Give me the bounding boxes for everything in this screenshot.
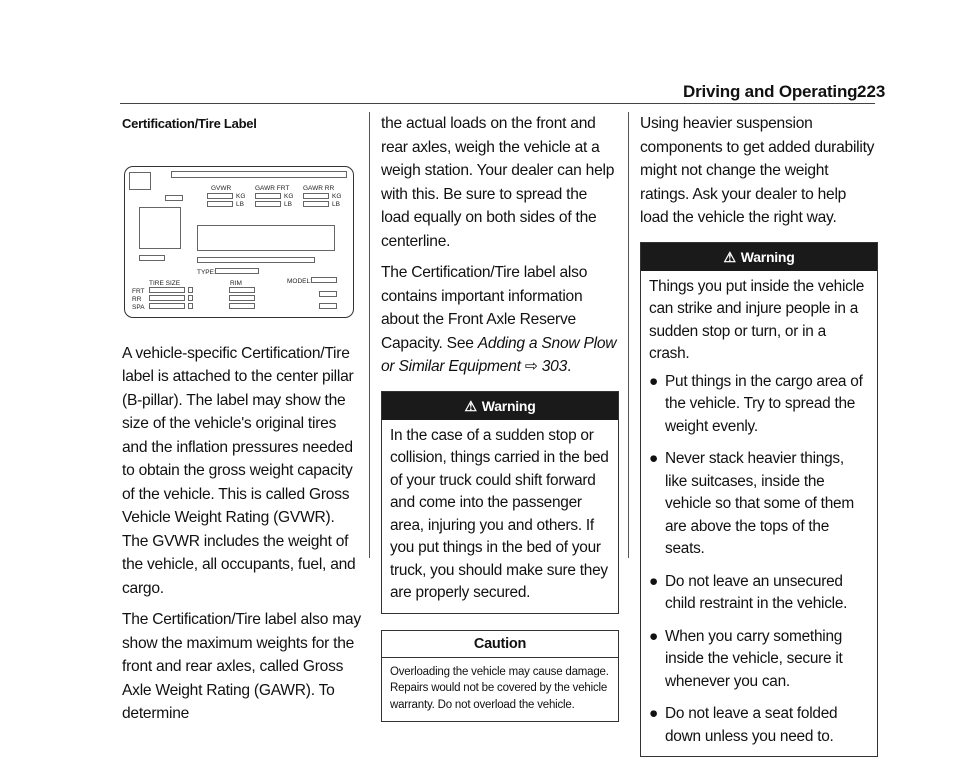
caution-box bbox=[381, 630, 619, 723]
column-divider-2 bbox=[628, 112, 629, 558]
label-wide-field bbox=[197, 257, 315, 263]
paragraph-text: The Certification/Tire label also contains important information about the Front Axle Reserve Capacity. See bbox=[381, 264, 587, 352]
column-divider-1 bbox=[369, 112, 370, 558]
label-model: MODEL: bbox=[287, 278, 312, 285]
label-kg: KG bbox=[332, 193, 341, 200]
label-corner-box bbox=[129, 172, 151, 190]
label-lb: LB bbox=[332, 201, 340, 208]
list-item-text: Put things in the cargo area of the vehicle. Try to spread the weight evenly. bbox=[665, 373, 863, 435]
bullet-icon: ● bbox=[649, 703, 658, 726]
label-field bbox=[229, 303, 255, 309]
warning-title: Warning bbox=[741, 249, 795, 265]
page-ref-arrow: ⇨ bbox=[525, 358, 538, 375]
label-field bbox=[188, 303, 193, 309]
cross-reference-link[interactable]: Adding a Snow Plow or Similar Equipment bbox=[381, 335, 616, 376]
list-item bbox=[649, 626, 869, 694]
label-field bbox=[188, 295, 193, 301]
warning-body bbox=[641, 271, 877, 757]
paragraph: the actual loads on the front and rear axles, weigh the vehicle at a weigh station. Your dealer can help with this. Be sure to spread the load equally on both sides of the centerline. bbox=[381, 112, 619, 253]
caution-body: Overloading the vehicle may cause damage. Repairs would not be covered by the vehicle warranty. Do not overload the vehicle. bbox=[382, 658, 618, 722]
label-barcode-box bbox=[139, 207, 181, 249]
label-field bbox=[207, 193, 233, 199]
label-kg: KG bbox=[236, 193, 245, 200]
label-gawr-frt: GAWR FRT bbox=[255, 185, 289, 192]
warning-body: In the case of a sudden stop or collision, things carried in the bed of your truck could shift forward and come into the passenger area, injuring you and others. If you put things in the bed of your truck, you should make sure they are properly secured. bbox=[382, 420, 618, 613]
label-small-field bbox=[165, 195, 183, 201]
label-small-field-2 bbox=[139, 255, 165, 261]
warning-title: Warning bbox=[482, 398, 536, 414]
bullet-icon: ● bbox=[649, 448, 658, 471]
list-item bbox=[649, 448, 869, 561]
label-gvwr: GVWR bbox=[211, 185, 231, 192]
list-item bbox=[649, 571, 869, 616]
label-field bbox=[188, 287, 193, 293]
bullet-icon: ● bbox=[649, 371, 658, 394]
label-frt: FRT bbox=[132, 288, 145, 295]
label-field bbox=[255, 201, 281, 207]
list-item-text: Do not leave an unsecured child restraint in the vehicle. bbox=[665, 573, 847, 613]
list-item-text: When you carry something inside the vehicle, secure it whenever you can. bbox=[665, 628, 843, 690]
label-field bbox=[311, 277, 337, 283]
label-spa: SPA bbox=[132, 304, 145, 311]
header-rule bbox=[120, 103, 875, 104]
label-kg: KG bbox=[284, 193, 293, 200]
label-top-field bbox=[171, 171, 347, 178]
paragraph bbox=[381, 261, 619, 379]
warning-intro: Things you put inside the vehicle can strike and injure people in a sudden stop or turn, or in a crash. bbox=[649, 276, 869, 366]
label-field bbox=[149, 287, 185, 293]
warning-icon: ⚠ bbox=[723, 243, 735, 271]
label-lb: LB bbox=[284, 201, 292, 208]
paragraph: Using heavier suspension components to get added durability might not change the weight ratings. Ask your dealer to help load the vehicle the right way. bbox=[640, 112, 878, 230]
paragraph: A vehicle-specific Certification/Tire label is attached to the center pillar (B-pillar). The label may show the size of the vehicle's original tires and the inflation pressures needed to obtain the gross weight capacity of the vehicle. This is called Gross Vehicle Weight Rating (GVWR). The GVWR includes the weight of the vehicle, all occupants, fuel, and cargo. bbox=[122, 342, 362, 601]
warning-bullet-list bbox=[649, 371, 869, 749]
label-field bbox=[149, 295, 185, 301]
label-field bbox=[149, 303, 185, 309]
period: . bbox=[567, 358, 571, 375]
label-type: TYPE: bbox=[197, 269, 216, 276]
label-tire-size: TIRE SIZE bbox=[149, 280, 180, 287]
label-field bbox=[319, 291, 337, 297]
column-3 bbox=[640, 112, 878, 757]
list-item bbox=[649, 703, 869, 748]
label-field bbox=[303, 201, 329, 207]
label-field bbox=[207, 201, 233, 207]
column-2 bbox=[381, 112, 619, 722]
label-field bbox=[215, 268, 259, 274]
label-gawr-rr: GAWR RR bbox=[303, 185, 334, 192]
warning-box bbox=[381, 391, 619, 614]
bullet-icon: ● bbox=[649, 571, 658, 594]
label-rim: RIM bbox=[230, 280, 242, 287]
label-rr: RR bbox=[132, 296, 141, 303]
label-field bbox=[319, 303, 337, 309]
caution-title: Caution bbox=[382, 631, 618, 658]
certification-tire-label-figure bbox=[124, 166, 354, 318]
list-item-text: Never stack heavier things, like suitcases, inside the vehicle so that some of them are above the tops of the seats. bbox=[665, 450, 854, 557]
list-item-text: Do not leave a seat folded down unless you need to. bbox=[665, 705, 837, 745]
label-lb: LB bbox=[236, 201, 244, 208]
label-field bbox=[255, 193, 281, 199]
label-field bbox=[229, 287, 255, 293]
paragraph: The Certification/Tire label also may show the maximum weights for the front and rear axles, called Gross Axle Weight Rating (GAWR). To determine bbox=[122, 608, 362, 726]
warning-icon: ⚠ bbox=[464, 392, 476, 420]
list-item bbox=[649, 371, 869, 439]
figure-caption: Certification/Tire Label bbox=[122, 112, 362, 136]
header-title: Driving and Operating bbox=[683, 82, 857, 102]
label-info-box bbox=[197, 225, 335, 251]
label-field bbox=[303, 193, 329, 199]
column-1 bbox=[122, 112, 362, 734]
warning-header bbox=[641, 243, 877, 271]
bullet-icon: ● bbox=[649, 626, 658, 649]
warning-box bbox=[640, 242, 878, 757]
page-ref-number[interactable]: 303 bbox=[542, 358, 567, 375]
label-field bbox=[229, 295, 255, 301]
page-number: 223 bbox=[857, 82, 885, 102]
warning-header bbox=[382, 392, 618, 420]
